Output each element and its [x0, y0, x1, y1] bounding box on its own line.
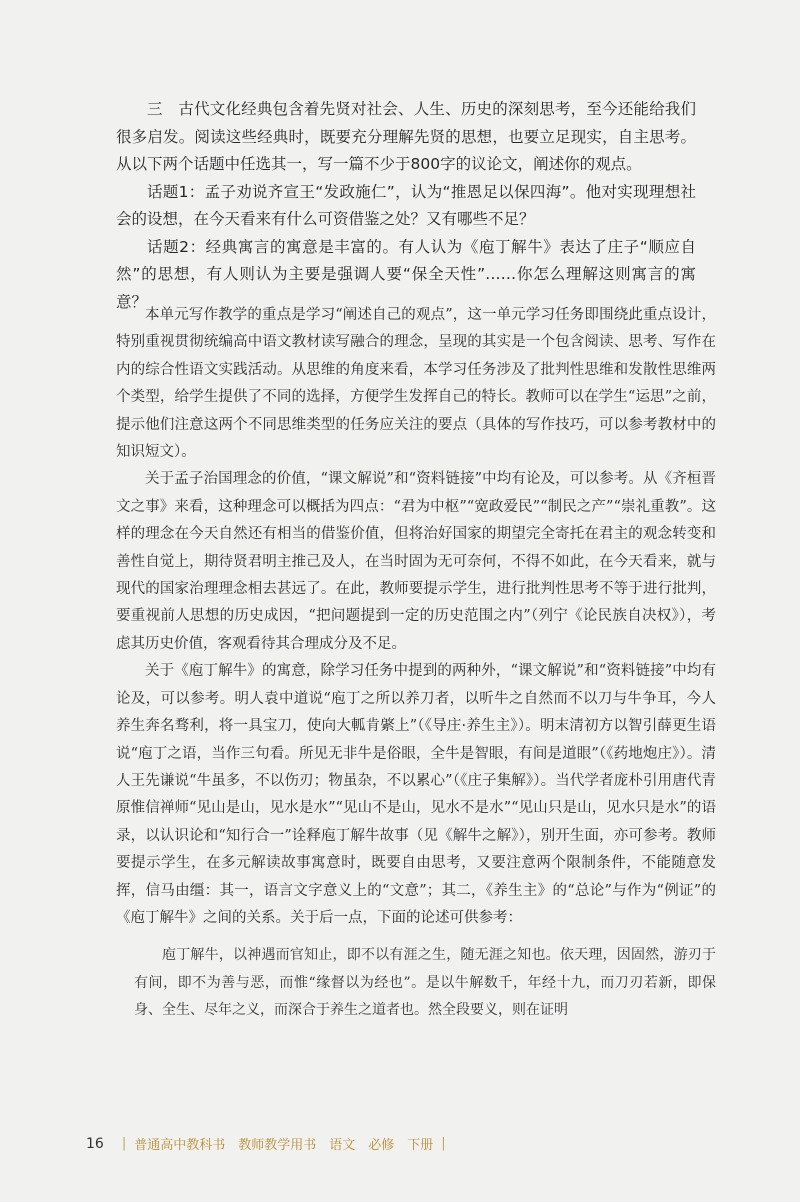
guide-paragraph-3: 关于《庖丁解牛》的寓意，除学习任务中提到的两种外，“课文解说”和“资料链接”中均有论及，可以参考。明人袁中道说“庖丁之所以养刀者，以听牛之自然而不以刀与牛争耳，今人养生奔名骛利，将一具宝刀，使向大軱肯綮上”（《导庄·养生主》）。明末清初方以智引薛更生语说“庖丁之语，当作三句看。所见无非牛是俗眼，全牛是智眼，有间是道眼”（《药地炮庄》）。清人王先谦说“牛虽多，不以伤刃；物虽杂，不以累心”（《庄子集解》）。当代学者庞朴引用唐代青原惟信禅师“见山是山，见水是水”“见山不是山，见水不是水”“见山只是山，见水只是水”的语录，以认识论和“知行合一”诠释庖丁解牛故事（见《解牛之解》），别开生面，亦可参考。教师要提示学生，在多元解读故事寓意时，既要自由思考，又要注意两个限制条件，不能随意发挥，信马由缰：其一，语言文字意义上的“文意”；其二，《养生主》的“总论”与作为“例证”的《庖丁解牛》之间的关系。关于后一点，下面的论述可供参考：	[116, 663, 716, 926]
guide-quote: 庖丁解牛，以神遇而官知止，即不以有涯之生，随无涯之知也。依天理，因固然，游刃于有间，即不为善与恶，而惟“缘督以为经也”。是以牛解数千，年经十九，而刀刃若新，即保身、全生、尽年之义，而深合于养生之道者也。然全段要义，则在证明	[134, 947, 716, 1019]
footer-end-separator: |	[441, 1136, 446, 1151]
guide-paragraph-1: 本单元写作教学的重点是学习“阐述自己的观点”，这一单元学习任务即围绕此重点设计，特别重视贯彻统编高中语文教材读写融合的理念，呈现的其实是一个包含阅读、思考、写作在内的综合性语文实践活动。从思维的角度来看，本学习任务涉及了批判性思维和发散性思维两个类型，给学生提供了不同的选择，方便学生发挥自己的特长。教师可以在学生“运思”之前，提示他们注意这两个不同思维类型的任务应关注的要点（具体的写作技巧，可以参考教材中的知识短文）。	[116, 307, 716, 461]
task-topic-1: 话题1：孟子劝说齐宣王“发政施仁”，认为“推恩足以保四海”。他对实现理想社会的设想，在今天看来有什么可资借鉴之处？又有哪些不足？	[116, 182, 696, 228]
page-footer	[86, 1134, 446, 1153]
footer-separator: |	[121, 1136, 127, 1151]
book-info: 普通高中教科书 教师教学用书 语文 必修 下册	[134, 1138, 434, 1153]
task-topic-2: 话题2：经典寓言的寓意是丰富的。有人认为《庖丁解牛》表达了庄子“顺应自然”的思想，有人则认为主要是强调人要“保全天性”……你怎么理解这则寓言的寓意？	[116, 237, 696, 311]
teaching-guide	[116, 302, 716, 1025]
guide-paragraph-2: 关于孟子治国理念的价值，“课文解说”和“资料链接”中均有论及，可以参考。从《齐桓晋文之事》来看，这种理念可以概括为四点：“君为中枢”“宽政爱民”“制民之产”“崇礼重教”。这样的理念在今天自然还有相当的借鉴价值，但将治好国家的期望完全寄托在君主的观念转变和善性自觉上，期待贤君明主推己及人，在当时固为无可奈何，不得不如此，在今天看来，就与现代的国家治理理念相去甚远了。在此，教师要提示学生，进行批判性思考不等于进行批判，要重视前人思想的历史成因，“把问题提到一定的历史范围之内”（列宁《论民族自决权》），考虑其历史价值，客观看待其合理成分及不足。	[116, 471, 716, 652]
writing-task	[116, 96, 696, 316]
task-intro: 三 古代文化经典包含着先贤对社会、人生、历史的深刻思考，至今还能给我们很多启发。阅读这些经典时，既要充分理解先贤的思想，也要立足现实，自主思考。从以下两个话题中任选其一，写一篇不少于800字的议论文，阐述你的观点。	[116, 100, 696, 173]
page-number: 16	[86, 1135, 104, 1152]
